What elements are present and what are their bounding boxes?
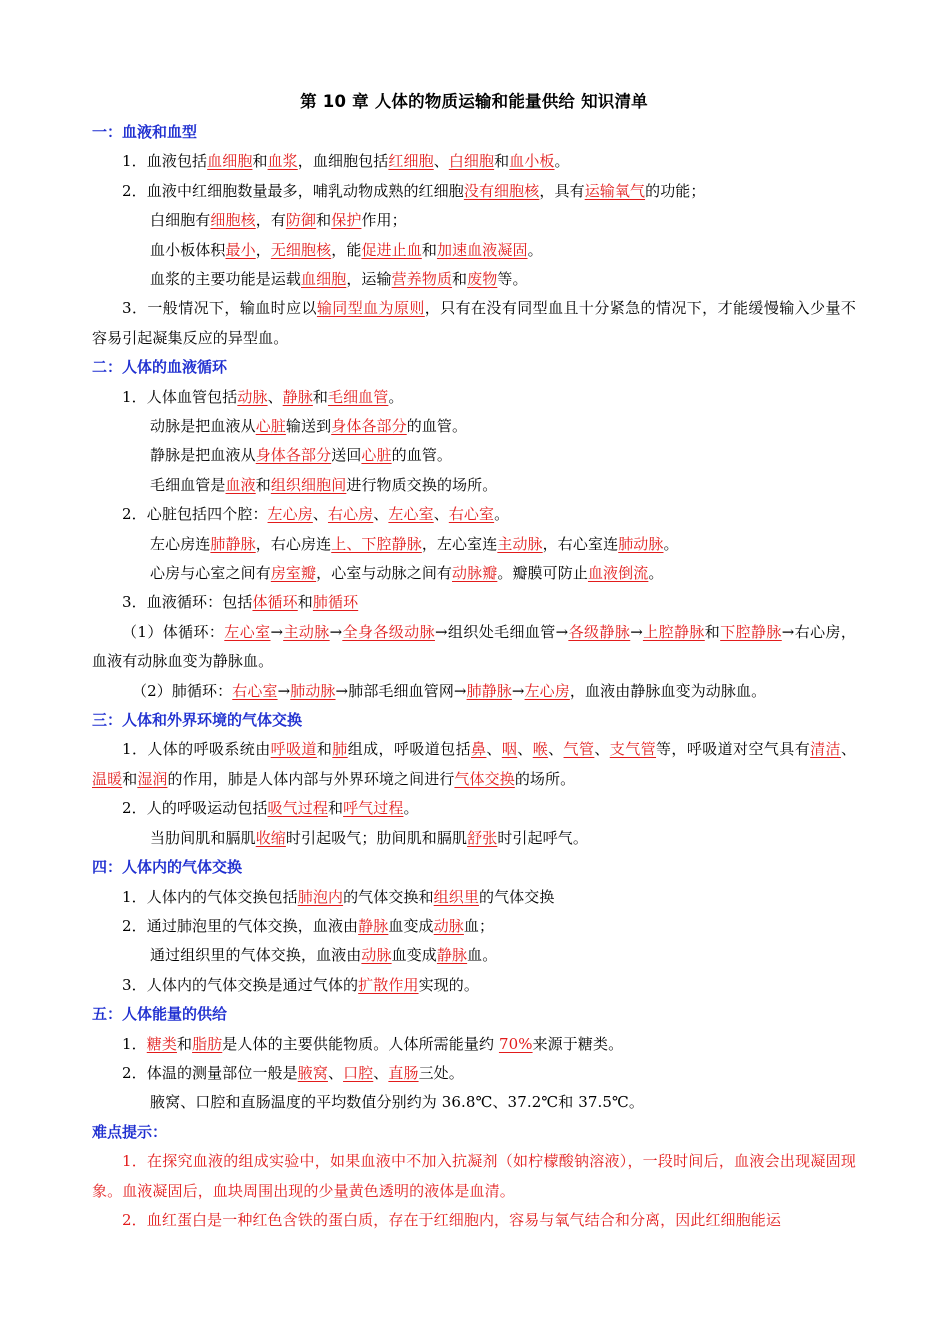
line-text: →组织处毛细血管→ — [434, 622, 569, 641]
line-text: 和 — [704, 622, 721, 641]
key-term: 各级静脉 — [568, 622, 631, 641]
key-term: 细胞核 — [210, 211, 256, 230]
line-text: 和 — [297, 593, 313, 612]
line-text: 的血管。 — [391, 446, 453, 465]
line-text: 血变成 — [391, 946, 437, 965]
line-text: 毛细血管是 — [150, 475, 226, 494]
line-text: 腋窝、口腔和直肠温度的平均数值分别约为 36.8℃、37.2℃和 37.5℃。 — [150, 1093, 644, 1112]
line-text: 、 — [373, 505, 389, 524]
line-text: 的场所。 — [514, 769, 576, 788]
hint-text: 1．在探究血液的组成实验中，如果血液中不加入抗凝剂（如柠檬酸钠溶液），一段时间后，血液会出现凝固现象。血液凝固后，血块周围出现的少量黄色透明的液体是血清。 — [92, 1152, 856, 1200]
key-term: 血浆 — [267, 152, 298, 171]
line-text: 和 — [316, 211, 332, 230]
line-text: 通过组织里的气体交换，血液由 — [150, 946, 362, 965]
key-term: 肺泡内 — [297, 887, 344, 906]
key-term: 静脉 — [282, 387, 313, 406]
line-text: 输送到 — [285, 417, 332, 436]
key-term: 右心室 — [448, 505, 495, 524]
line-text: 。 — [648, 564, 664, 583]
line-text: 时引起吸气；肋间肌和膈肌 — [285, 828, 468, 847]
key-term: 促进止血 — [361, 240, 422, 259]
line-text: 等。 — [497, 270, 528, 289]
key-term: 右心房 — [327, 505, 374, 524]
content-line — [92, 265, 856, 294]
content-line — [92, 941, 856, 970]
content-line — [92, 206, 856, 235]
key-term: 血小板 — [509, 152, 555, 171]
line-text: 血浆的主要功能是运载 — [150, 270, 302, 289]
line-text: 1．人体内的气体交换包括 — [122, 887, 298, 906]
key-term: 房室瓣 — [270, 564, 317, 583]
line-text: 1．人体的呼吸系统由 — [122, 740, 271, 759]
content-line — [92, 794, 856, 823]
key-term: 废物 — [467, 270, 498, 289]
line-text: 、 — [517, 740, 533, 759]
line-text: 等，呼吸道对空气具有 — [656, 740, 811, 759]
line-text: 、 — [312, 505, 328, 524]
line-text: 进行物质交换的场所。 — [346, 475, 498, 494]
key-term: 最小 — [225, 240, 256, 259]
line-text: →肺部毛细血管网→ — [335, 681, 467, 700]
key-term: 血细胞 — [207, 152, 253, 171]
line-text: 三处。 — [418, 1063, 464, 1082]
line-text: 2．通过肺泡里的气体交换，血液由 — [122, 916, 359, 935]
line-text: 的血管。 — [406, 417, 468, 436]
line-text: 、 — [840, 740, 857, 759]
key-term: 气管 — [563, 740, 595, 759]
key-term: 温暖 — [92, 769, 123, 788]
content-line — [92, 824, 856, 853]
key-term: 肺动脉 — [290, 681, 336, 700]
line-text: 2．人的呼吸运动包括 — [122, 799, 268, 818]
content-line — [92, 1059, 856, 1088]
key-term: 舒张 — [467, 828, 498, 847]
line-text: 的气体交换 — [478, 887, 555, 906]
section-heading: 五：人体能量的供给 — [92, 1005, 228, 1024]
line-text: →右心房，血液有动脉血变为静脉血。 — [92, 622, 857, 671]
key-term: 左心房 — [267, 505, 313, 524]
key-term: 气体交换 — [454, 769, 515, 788]
content-line — [92, 471, 856, 500]
key-term: 防御 — [285, 211, 317, 230]
key-term: 上、下腔静脉 — [331, 534, 422, 553]
line-text: 和 — [327, 799, 344, 818]
line-text: ，运输 — [346, 270, 392, 289]
line-text: 。 — [388, 387, 404, 406]
line-text: 。 — [494, 505, 510, 524]
line-text: 、 — [594, 740, 610, 759]
key-term: 营养物质 — [391, 270, 453, 289]
content-line — [92, 559, 856, 588]
key-term: 左心房 — [524, 681, 570, 700]
content-line — [92, 500, 856, 529]
line-text: 。 — [554, 152, 570, 171]
key-term: 下腔静脉 — [720, 622, 782, 641]
line-text: 的作用，肺是人体内部与外界环境之间进行 — [167, 769, 455, 788]
key-term: 左心室 — [224, 622, 271, 641]
key-term: 咽 — [501, 740, 518, 759]
hint-text: 2．血红蛋白是一种红色含铁的蛋白质，存在于红细胞内，容易与氧气结合和分离，因此红细胞能运 — [122, 1210, 781, 1229]
key-term: 糖类 — [146, 1034, 177, 1053]
content-line — [92, 147, 856, 176]
key-term: 主动脉 — [497, 534, 543, 553]
line-text: ，能 — [331, 240, 362, 259]
key-term: 红细胞 — [388, 152, 434, 171]
key-term: 吸气过程 — [267, 799, 328, 818]
key-term: 鼻 — [471, 740, 487, 759]
line-text: 。 — [663, 534, 679, 553]
key-term: 收缩 — [255, 828, 286, 847]
line-text: （1）体循环： — [122, 622, 225, 641]
content-line — [92, 412, 856, 441]
line-text: → — [277, 681, 291, 700]
line-text: 、 — [433, 505, 449, 524]
line-text: 心房与心室之间有 — [150, 564, 271, 583]
content-line — [92, 1088, 856, 1117]
line-text: → — [270, 622, 284, 641]
content-line — [92, 588, 856, 617]
line-text: 送回 — [331, 446, 362, 465]
line-text: 血； — [463, 916, 495, 935]
key-term: 喉 — [532, 740, 549, 759]
key-term: 动脉 — [433, 916, 464, 935]
line-text: → — [329, 622, 343, 641]
sections-container — [92, 118, 856, 1235]
line-text: 时引起呼气。 — [497, 828, 588, 847]
line-text: 白细胞有 — [150, 211, 211, 230]
content-line — [92, 971, 856, 1000]
section-heading: 二：人体的血液循环 — [92, 358, 228, 377]
line-text: 3．人体内的气体交换是通过气体的 — [122, 975, 359, 994]
key-term: 肺静脉 — [466, 681, 512, 700]
line-text: 1．血液包括 — [122, 152, 208, 171]
line-text: 和 — [316, 740, 333, 759]
line-text: 实现的。 — [418, 975, 479, 994]
key-term: 白细胞 — [448, 152, 495, 171]
line-text: 的功能； — [645, 181, 706, 200]
line-text: 来源于糖类。 — [532, 1034, 624, 1053]
content-line — [92, 530, 856, 559]
key-term: 动脉瓣 — [452, 564, 498, 583]
line-text: ，具有 — [539, 181, 585, 200]
content-line — [92, 618, 856, 677]
key-term: 心脏 — [361, 446, 392, 465]
line-text: 3．血液循环：包括 — [122, 593, 253, 612]
line-text: 和 — [122, 769, 138, 788]
content-line — [92, 1206, 856, 1235]
line-text: ，左心室连 — [421, 534, 498, 553]
line-text: 和 — [452, 270, 468, 289]
key-term: 支气管 — [609, 740, 657, 759]
key-term: 无细胞核 — [270, 240, 332, 259]
key-term: 血液倒流 — [587, 564, 649, 583]
content-line — [92, 441, 856, 470]
line-text: 、 — [548, 740, 564, 759]
line-text: 的气体交换和 — [343, 887, 434, 906]
line-text: 和 — [255, 475, 271, 494]
key-term: 身体各部分 — [331, 417, 407, 436]
key-term: 运输氧气 — [584, 181, 646, 200]
line-text: 1．人体血管包括 — [122, 387, 238, 406]
key-term: 血细胞 — [301, 270, 347, 289]
key-term: 没有细胞核 — [463, 181, 540, 200]
line-text: ，血细胞包括 — [297, 152, 389, 171]
line-text: 3．一般情况下，输血时应以 — [122, 299, 317, 318]
line-text: 1． — [122, 1034, 147, 1053]
key-term: 肺静脉 — [210, 534, 256, 553]
key-term: 湿润 — [137, 769, 168, 788]
key-term: 身体各部分 — [255, 446, 332, 465]
key-term: 加速血液凝固 — [436, 240, 528, 259]
key-term: 静脉 — [436, 946, 468, 965]
line-text: ，血液由静脉血变为动脉血。 — [569, 681, 767, 700]
line-text: 静脉是把血液从 — [150, 446, 256, 465]
line-text: ，有 — [255, 211, 286, 230]
section-heading: 四：人体内的气体交换 — [92, 858, 243, 877]
line-text: 左心房连 — [150, 534, 211, 553]
line-text: → — [630, 622, 643, 641]
key-term: 肺动脉 — [618, 534, 664, 553]
key-term: 肺循环 — [312, 593, 359, 612]
line-text: ， — [255, 240, 271, 259]
key-term: 呼气过程 — [343, 799, 404, 818]
line-text: ，右心房连 — [255, 534, 332, 553]
document-page — [92, 92, 856, 1235]
line-text: 作用； — [361, 211, 407, 230]
line-text: 2．心脏包括四个腔： — [122, 505, 268, 524]
key-term: 腋窝 — [297, 1063, 328, 1082]
content-line — [92, 1030, 856, 1059]
line-text: （2）肺循环： — [132, 681, 233, 700]
key-term: 动脉 — [361, 946, 392, 965]
line-text: 和 — [421, 240, 437, 259]
content-line — [92, 735, 856, 794]
key-term: 直肠 — [388, 1063, 419, 1082]
key-term: 右心室 — [232, 681, 278, 700]
line-text: 、 — [267, 387, 283, 406]
line-text: 和 — [494, 152, 510, 171]
line-text: 血。 — [467, 946, 498, 965]
key-term: 脂肪 — [192, 1034, 223, 1053]
key-term: 体循环 — [252, 593, 298, 612]
line-text: 、 — [486, 740, 502, 759]
key-term: 肺 — [332, 740, 348, 759]
content-line — [92, 912, 856, 941]
line-text: 动脉是把血液从 — [150, 417, 256, 436]
key-term: 70% — [498, 1034, 533, 1053]
line-text: 、 — [373, 1063, 389, 1082]
line-text: 、 — [433, 152, 449, 171]
key-term: 组织里 — [433, 887, 479, 906]
key-term: 保护 — [331, 211, 362, 230]
key-term: 组织细胞间 — [270, 475, 347, 494]
section-heading: 难点提示： — [92, 1122, 168, 1141]
key-term: 上腔静脉 — [642, 622, 705, 641]
line-text: 、 — [327, 1063, 344, 1082]
content-line — [92, 236, 856, 265]
line-text: 血变成 — [388, 916, 434, 935]
content-line — [92, 177, 856, 206]
key-term: 输同型血为原则 — [316, 299, 425, 318]
line-text: → — [511, 681, 525, 700]
line-text: 和 — [176, 1034, 193, 1053]
line-text: 。瓣膜可防止 — [497, 564, 588, 583]
line-text: 是人体的主要供能物质。人体所需能量约 — [222, 1034, 499, 1053]
content-line — [92, 383, 856, 412]
line-text: ，右心室连 — [542, 534, 619, 553]
key-term: 左心室 — [388, 505, 434, 524]
section-heading: 三：人体和外界环境的气体交换 — [92, 711, 303, 730]
page-title: 第 10 章 人体的物质运输和能量供给 知识清单 — [300, 92, 648, 111]
key-term: 口腔 — [343, 1063, 374, 1082]
line-text: 。 — [527, 240, 543, 259]
line-text: ，只有在没有同型血且十分紧急的情况下，才能缓慢输入少量不容易引起凝集反应的异型血。 — [92, 299, 856, 347]
key-term: 主动脉 — [283, 622, 330, 641]
line-text: ，心室与动脉之间有 — [316, 564, 453, 583]
line-text: 和 — [312, 387, 328, 406]
key-term: 心脏 — [255, 417, 286, 436]
section-heading: 一：血液和血型 — [92, 123, 198, 141]
key-term: 动脉 — [237, 387, 268, 406]
content-line — [92, 677, 856, 706]
line-text: 和 — [252, 152, 268, 171]
line-text: 组成，呼吸道包括 — [347, 740, 471, 759]
key-term: 静脉 — [358, 916, 389, 935]
key-term: 全身各级动脉 — [342, 622, 435, 641]
content-line — [92, 883, 856, 912]
line-text: 。 — [403, 799, 419, 818]
key-term: 血液 — [225, 475, 256, 494]
line-text: 当肋间肌和膈肌 — [150, 828, 256, 847]
content-line — [92, 294, 856, 353]
line-text: 血小板体积 — [150, 240, 226, 259]
key-term: 毛细血管 — [327, 387, 389, 406]
line-text: 2．体温的测量部位一般是 — [122, 1063, 298, 1082]
key-term: 清洁 — [810, 740, 841, 759]
content-line — [92, 1147, 856, 1206]
key-term: 扩散作用 — [358, 975, 419, 994]
line-text: 2．血液中红细胞数量最多，哺乳动物成熟的红细胞 — [122, 181, 464, 200]
key-term: 呼吸道 — [270, 740, 317, 759]
